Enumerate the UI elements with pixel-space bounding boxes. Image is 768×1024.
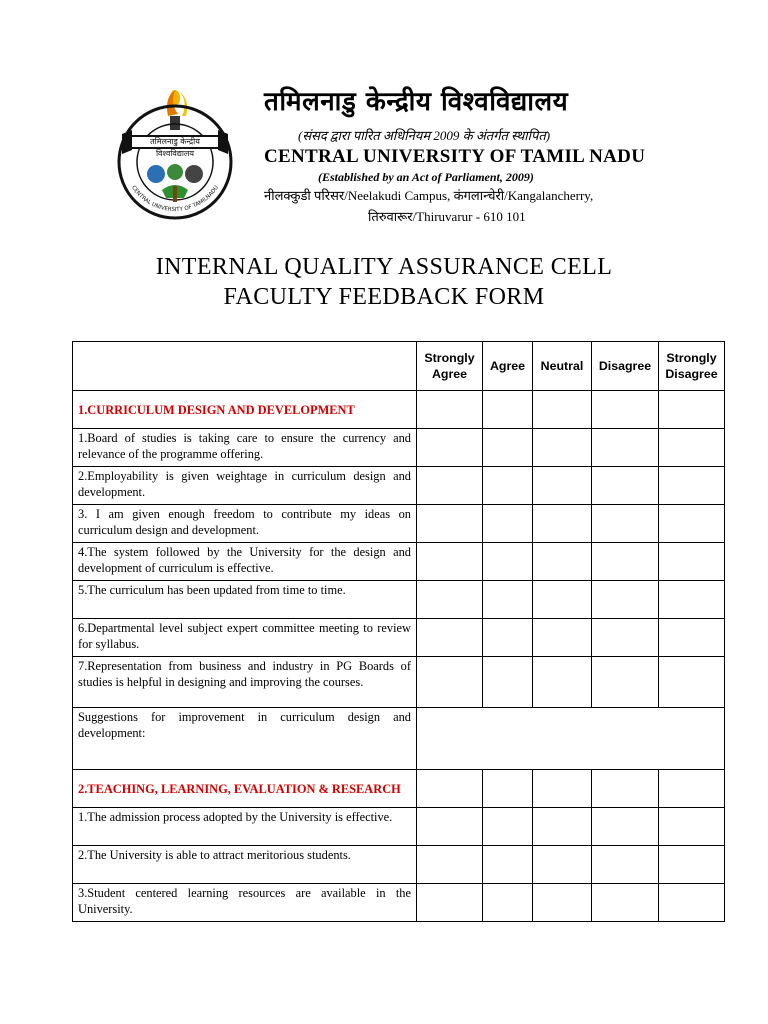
campus-address: नीलक्कुडी परिसर/Neelakudi Campus, कंगलान्चेरी/Kangalancherry, [264, 188, 594, 203]
rating-cell[interactable] [417, 619, 483, 657]
header-blank-cell [73, 342, 417, 391]
question-text: 2.Employability is given weightage in curriculum design and development. [73, 467, 417, 505]
established-note: (Established by an Act of Parliament, 2009) [318, 170, 534, 184]
rating-cell[interactable] [483, 581, 533, 619]
rating-cell[interactable] [483, 846, 533, 884]
rating-cell[interactable] [483, 505, 533, 543]
rating-cell[interactable] [592, 543, 659, 581]
question-text: 3.Student centered learning resources are available in the University. [73, 884, 417, 922]
question-row [73, 543, 725, 581]
section-1-title: 1.CURRICULUM DESIGN AND DEVELOPMENT [73, 391, 417, 429]
rating-cell[interactable] [592, 657, 659, 708]
rating-cell[interactable] [659, 846, 725, 884]
feedback-table [72, 341, 725, 922]
header-strongly-disagree: Strongly Disagree [659, 342, 725, 391]
rating-cell[interactable] [417, 846, 483, 884]
rating-cell[interactable] [483, 770, 533, 808]
rating-cell[interactable] [592, 391, 659, 429]
page-title-line-1: INTERNAL QUALITY ASSURANCE CELL [155, 254, 613, 280]
header-neutral: Neutral [533, 342, 592, 391]
rating-cell[interactable] [533, 467, 592, 505]
rating-cell[interactable] [592, 808, 659, 846]
rating-cell[interactable] [417, 543, 483, 581]
rating-cell[interactable] [417, 581, 483, 619]
rating-cell[interactable] [417, 884, 483, 922]
question-text: 5.The curriculum has been updated from time to time. [73, 581, 417, 619]
rating-cell[interactable] [659, 505, 725, 543]
rating-cell[interactable] [533, 543, 592, 581]
question-row [73, 581, 725, 619]
rating-cell[interactable] [417, 467, 483, 505]
question-row [73, 429, 725, 467]
question-row [73, 505, 725, 543]
rating-cell[interactable] [483, 808, 533, 846]
header-strongly-agree: Strongly Agree [417, 342, 483, 391]
rating-cell[interactable] [592, 846, 659, 884]
question-text: 6.Departmental level subject expert committee meeting to review for syllabus. [73, 619, 417, 657]
suggestion-label: Suggestions for improvement in curriculum design and development: [73, 708, 417, 770]
rating-cell[interactable] [533, 808, 592, 846]
rating-cell[interactable] [533, 657, 592, 708]
rating-cell[interactable] [592, 467, 659, 505]
rating-cell[interactable] [483, 884, 533, 922]
logo-text-top: तमिलनाडु केन्द्रीय [150, 137, 200, 146]
rating-cell[interactable] [533, 846, 592, 884]
rating-cell[interactable] [483, 429, 533, 467]
section-row [73, 391, 725, 429]
rating-cell[interactable] [483, 467, 533, 505]
rating-cell[interactable] [592, 429, 659, 467]
question-text: 4.The system followed by the University for the design and development of curriculum is effective. [73, 543, 417, 581]
rating-cell[interactable] [417, 429, 483, 467]
english-university-name: CENTRAL UNIVERSITY OF TAMIL NADU [264, 146, 646, 167]
question-row [73, 467, 725, 505]
rating-cell[interactable] [533, 505, 592, 543]
rating-cell[interactable] [659, 619, 725, 657]
rating-cell[interactable] [659, 543, 725, 581]
question-row [73, 657, 725, 708]
rating-cell[interactable] [417, 391, 483, 429]
rating-cell[interactable] [533, 770, 592, 808]
university-logo [112, 90, 238, 230]
rating-cell[interactable] [483, 543, 533, 581]
rating-cell[interactable] [592, 505, 659, 543]
hindi-subtitle: (संसद द्वारा पारित अधिनियम 2009 के अंतर्गत स्थापित) [298, 128, 551, 143]
question-text: 1.The admission process adopted by the University is effective. [73, 808, 417, 846]
rating-cell[interactable] [417, 770, 483, 808]
table-header-row [73, 342, 725, 391]
rating-cell[interactable] [592, 619, 659, 657]
question-row [73, 808, 725, 846]
rating-cell[interactable] [417, 657, 483, 708]
rating-cell[interactable] [533, 429, 592, 467]
rating-cell[interactable] [659, 884, 725, 922]
logo-text-mid: विश्वविद्यालय [155, 149, 195, 158]
rating-cell[interactable] [659, 657, 725, 708]
page-title-line-2: FACULTY FEEDBACK FORM [223, 284, 545, 310]
rating-cell[interactable] [533, 884, 592, 922]
header-agree: Agree [483, 342, 533, 391]
question-text: 3. I am given enough freedom to contribute my ideas on curriculum design and development. [73, 505, 417, 543]
section-2-title: 2.TEACHING, LEARNING, EVALUATION & RESEARCH [73, 770, 417, 808]
letterhead [112, 80, 660, 230]
rating-cell[interactable] [533, 391, 592, 429]
rating-cell[interactable] [483, 619, 533, 657]
rating-cell[interactable] [483, 657, 533, 708]
rating-cell[interactable] [417, 808, 483, 846]
rating-cell[interactable] [417, 505, 483, 543]
rating-cell[interactable] [659, 581, 725, 619]
city-address: तिरुवारूर/Thiruvarur - 610 101 [368, 209, 526, 224]
rating-cell[interactable] [659, 808, 725, 846]
question-text: 7.Representation from business and industry in PG Boards of studies is helpful in designing and improving the courses. [73, 657, 417, 708]
rating-cell[interactable] [659, 467, 725, 505]
rating-cell[interactable] [659, 770, 725, 808]
question-text: 2.The University is able to attract meritorious students. [73, 846, 417, 884]
question-row [73, 884, 725, 922]
question-row [73, 846, 725, 884]
rating-cell[interactable] [483, 391, 533, 429]
section-row [73, 770, 725, 808]
question-text: 1.Board of studies is taking care to ensure the currency and relevance of the programme offering. [73, 429, 417, 467]
rating-cell[interactable] [592, 581, 659, 619]
rating-cell[interactable] [592, 884, 659, 922]
suggestion-row [73, 708, 725, 770]
header-disagree: Disagree [592, 342, 659, 391]
rating-cell[interactable] [659, 429, 725, 467]
question-row [73, 619, 725, 657]
hindi-university-name: तमिलनाडु केन्द्रीय विश्वविद्यालय [264, 87, 569, 117]
logo-ring-text: CENTRAL UNIVERSITY OF TAMILNADU [130, 184, 220, 214]
suggestion-input-area[interactable] [417, 708, 725, 770]
rating-cell[interactable] [592, 770, 659, 808]
rating-cell[interactable] [659, 391, 725, 429]
rating-cell[interactable] [533, 619, 592, 657]
rating-cell[interactable] [533, 581, 592, 619]
